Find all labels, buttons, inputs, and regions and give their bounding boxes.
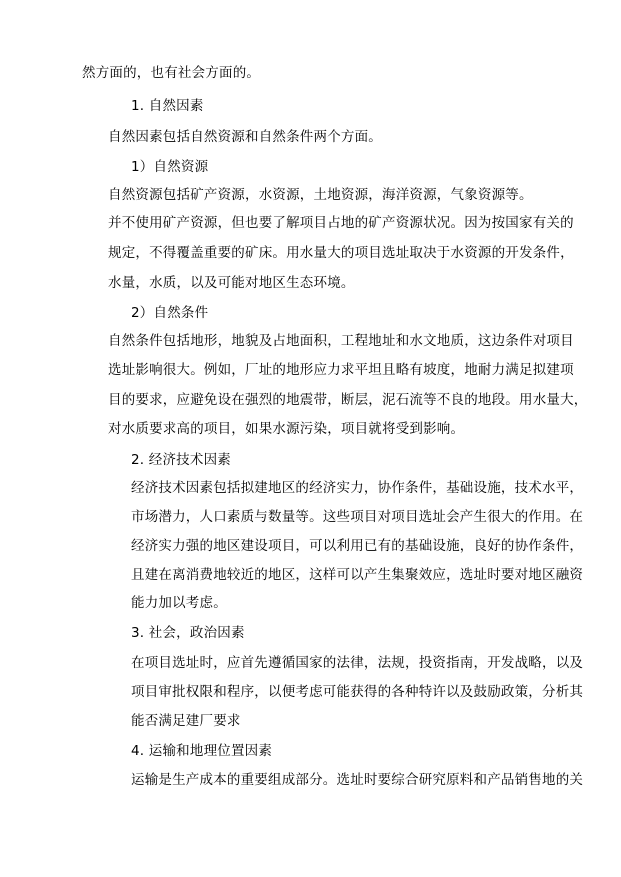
text-line: 自然资源包括矿产资源，水资源，土地资源，海洋资源，气象资源等。 <box>108 187 533 203</box>
text-line: 水量，水质，以及可能对地区生态环境。 <box>108 275 355 291</box>
text-line: 规定，不得覆盖重要的矿床。用水量大的项目选址取决于水资源的开发条件， <box>108 245 574 261</box>
section-heading-transport-location: 4. 运输和地理位置因素 <box>131 743 273 759</box>
subsection-heading-natural-conditions: 2）自然条件 <box>131 305 209 321</box>
text-line: 能力加以考虑。 <box>131 595 227 611</box>
text-line: 经济实力强的地区建设项目，可以利用已有的基础设施，良好的协作条件， <box>131 538 584 554</box>
text-line: 在项目选址时，应首先遵循国家的法律，法规，投资指南，开发战略，以及 <box>131 655 584 671</box>
text-line: 选址影响很大。例如，厂址的地形应力求平坦且略有坡度，地耐力满足拟建项 <box>108 362 574 378</box>
text-line: 市场潜力，人口素质与数量等。这些项目对项目选址会产生很大的作用。在 <box>131 509 584 525</box>
text-line: 且建在离消费地较近的地区，这样可以产生集聚效应，选址时要对地区融资 <box>131 567 584 583</box>
text-line: 项目审批权限和程序，以便考虑可能获得的各种特许以及鼓励政策，分析其 <box>131 684 584 700</box>
text-line: 能否满足建厂要求 <box>131 713 241 729</box>
text-line: 目的要求，应避免设在强烈的地震带，断层，泥石流等不良的地段。用水量大， <box>108 392 588 408</box>
text-line: 运输是生产成本的重要组成部分。选址时要综合研究原料和产品销售地的关 <box>131 772 584 788</box>
text-line: 对水质要求高的项目，如果水源污染，项目就将受到影响。 <box>108 421 465 437</box>
section-heading-natural-factors: 1. 自然因素 <box>131 98 204 114</box>
section-heading-social-political: 3. 社会，政治因素 <box>131 625 245 641</box>
text-line: 然方面的，也有社会方面的。 <box>82 65 261 81</box>
text-line: 自然条件包括地形，地貌及占地面积，工程地址和水文地质，这边条件对项目 <box>108 333 574 349</box>
text-line: 自然因素包括自然资源和自然条件两个方面。 <box>108 129 382 145</box>
text-line: 经济技术因素包括拟建地区的经济实力，协作条件，基础设施，技术水平， <box>131 480 584 496</box>
subsection-heading-natural-resources: 1）自然资源 <box>131 159 209 175</box>
section-heading-economic-technical: 2. 经济技术因素 <box>131 452 231 468</box>
text-line: 并不使用矿产资源，但也要了解项目占地的矿产资源状况。因为按国家有关的 <box>108 215 574 231</box>
